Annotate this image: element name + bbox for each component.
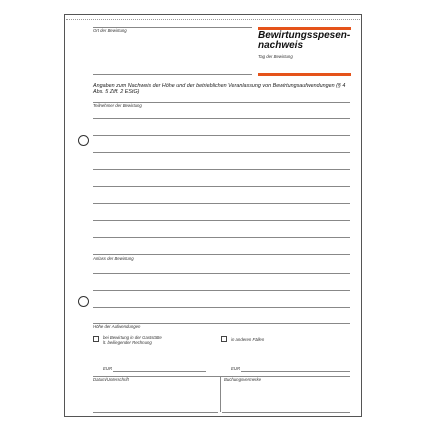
participants-label: Teilnehmer der Bewirtung: [93, 103, 142, 108]
participants-line[interactable]: [93, 203, 350, 204]
title-line-2: nachweis: [258, 40, 304, 51]
restaurant-option-text: bei Bewirtung in der Gaststätte lt. beiliegender Rechnung: [103, 335, 162, 345]
other-option-text: in anderen Fällen: [231, 337, 265, 342]
other-checkbox[interactable]: [221, 336, 227, 342]
participants-line[interactable]: [93, 118, 350, 119]
form-title: [258, 31, 358, 51]
title-accent-bottom: [258, 73, 351, 76]
occasion-label: Anlass der Bewirtung: [93, 256, 134, 261]
occasion-line[interactable]: [93, 290, 350, 291]
bottom-rule: [93, 376, 350, 377]
participants-line[interactable]: [93, 169, 350, 170]
place-line-2[interactable]: [93, 74, 252, 75]
place-label: Ort der Bewirtung: [93, 28, 127, 33]
amount-left-field[interactable]: [113, 371, 206, 372]
occasion-line[interactable]: [93, 307, 350, 308]
amount-right-field[interactable]: [241, 371, 350, 372]
participants-line[interactable]: [93, 152, 350, 153]
signature-field[interactable]: [93, 412, 218, 413]
occasion-line[interactable]: [93, 273, 350, 274]
booking-field[interactable]: [222, 412, 350, 413]
title-line-1: Bewirtungsspesen-: [258, 30, 351, 41]
punch-hole-icon: [78, 296, 89, 307]
amount-label: Höhe der Aufwendungen: [93, 324, 141, 329]
perforation-line: [66, 19, 360, 20]
participants-line[interactable]: [93, 237, 350, 238]
participants-line[interactable]: [93, 254, 350, 255]
signature-label: Datum/Unterschrift: [93, 377, 129, 382]
date-label: Tag der Bewirtung: [258, 54, 293, 59]
participants-line[interactable]: [93, 135, 350, 136]
currency-right: EUR: [231, 366, 241, 371]
legal-heading: Angaben zum Nachweis der Höhe und der betrieblichen Veranlassung von Bewirtungsaufwendungen (§ 4 Abs. 5 Ziff. 2 EStG): [93, 83, 346, 95]
punch-hole-icon: [78, 135, 89, 146]
participants-line[interactable]: [93, 186, 350, 187]
booking-label: Buchungsvermerke: [224, 377, 262, 382]
participants-line[interactable]: [93, 220, 350, 221]
bottom-divider: [220, 376, 221, 412]
restaurant-checkbox[interactable]: [93, 336, 99, 342]
currency-left: EUR: [103, 366, 113, 371]
